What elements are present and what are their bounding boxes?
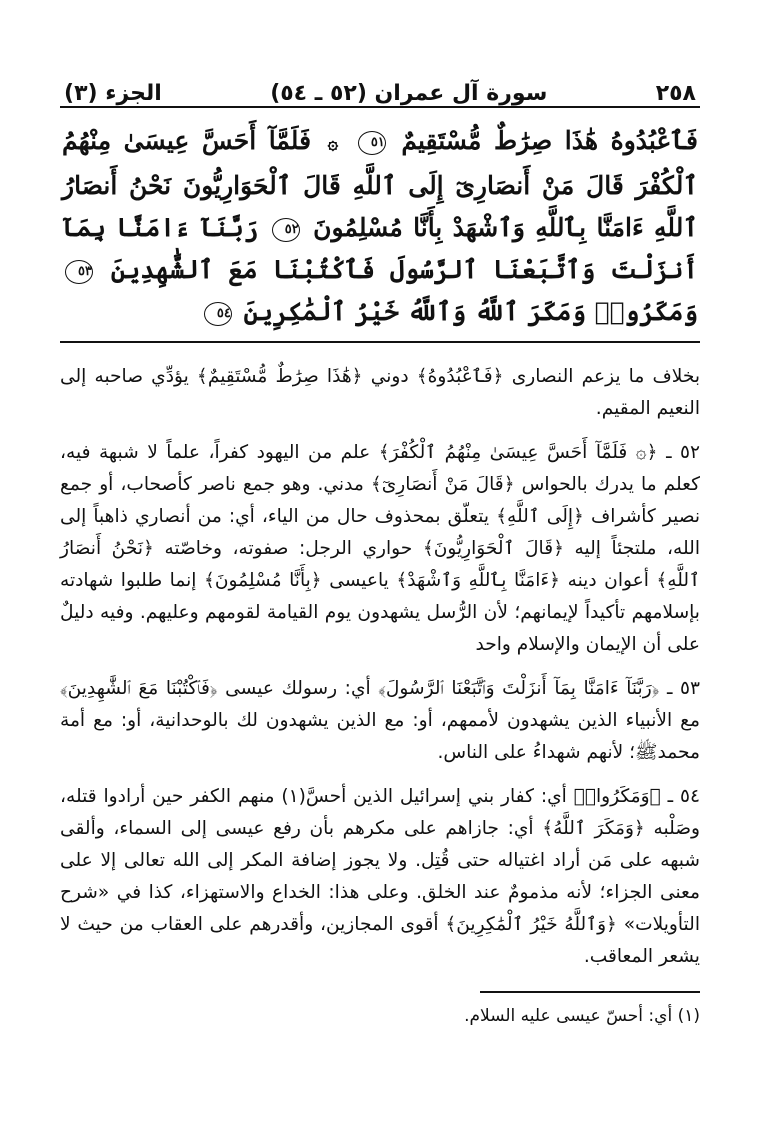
commentary-paragraph: ٥٤ ـ ﴿وَمَكَرُوا۟﴾ أي: كفار بني إسرائيل الذين أحسَّ(١) منهم الكفر حين أرادوا قتله، وصَلْبه ﴿وَمَكَرَ ٱللَّهُ﴾ أي: جازاهم على مكرهم بأن رفع عيسى إلى السماء، وألقى شبهه على مَن أراد اغتياله حتى قُتِل. ولا يجوز إضافة المكر إلى الله تعالى إلا على معنى الجزاء؛ لأنه مذمومٌ عند الخلق. وعلى هذا: الخداع والاستهزاء، كذا في «شرح التأويلات» ﴿وَٱللَّهُ خَيْرُ ٱلْمَٰكِرِينَ﴾ أقوى المجازين، وأقدرهم على العقاب من حيث لا يشعر المعاقب. [60, 786, 700, 967]
ayah-marker: ٥٣ [65, 260, 93, 284]
ayah-marker: ٥٢ [272, 218, 300, 242]
quran-verse-segment: رَبَّنَآ ءَامَنَّا بِمَآ أَنزَلْتَ وَٱتَّبَعْنَا ٱلرَّسُولَ فَٱكْتُبْنَا مَعَ ٱلشَّٰهِدِينَ [62, 213, 698, 284]
quran-verse-segment: فَٱعْبُدُوهُ هَٰذَا صِرَٰطٌ مُّسْتَقِيمٌ [401, 126, 698, 155]
footnote: (١) أي: أحسّ عيسى عليه السلام. [464, 1005, 700, 1026]
quran-text-block [60, 120, 700, 343]
ayah-marker: ٥٤ [204, 302, 232, 326]
commentary-paragraph: بخلاف ما يزعم النصارى ﴿فَٱعْبُدُوهُ﴾ دوني ﴿هَٰذَا صِرَٰطٌ مُّسْتَقِيمٌ﴾ يؤدِّي صاحبه إلى النعيم المقيم. [60, 366, 700, 419]
surah-title: سورة آل عمران (٥٢ ـ ٥٤) [270, 81, 548, 106]
page-number: ٢٥٨ [655, 81, 696, 106]
commentary-block [60, 361, 700, 973]
quran-verse-segment: فَلَمَّآ أَحَسَّ عِيسَىٰ مِنْهُمُ ٱلْكُفْرَ قَالَ مَنْ أَنصَارِىٓ إِلَى ٱللَّهِ قَالَ ٱلْحَوَارِيُّونَ نَحْنُ أَنصَارُ ٱللَّهِ ءَامَنَّا بِٱللَّهِ وَٱشْهَدْ بِأَنَّا مُسْلِمُونَ [62, 126, 698, 242]
juz-label: الجزء (٣) [64, 81, 162, 106]
ayah-marker: ٥١ [358, 131, 386, 155]
commentary-paragraph: ٥٣ ـ ﴿رَبَّنَآ ءَامَنَّا بِمَآ أَنزَلْتَ وَٱتَّبَعْنَا ٱلرَّسُولَ﴾ أي: رسولك عيسى ﴿فَٱكْتُبْنَا مَعَ ٱلشَّٰهِدِينَ﴾ مع الأنبياء الذين يشهدون لأممهم، أو: مع الذين يشهدون لك بالوحدانية، أو: مع أمة محمدﷺ؛ لأنهم شهداءُ على الناس. [60, 678, 700, 763]
quran-verse-segment: وَمَكَرُوا۟ وَمَكَرَ ٱللَّهُ وَٱللَّهُ خَيْرُ ٱلْمَٰكِرِينَ [243, 297, 698, 326]
commentary-paragraph: ٥٢ ـ ﴿۞ فَلَمَّآ أَحَسَّ عِيسَىٰ مِنْهُمُ ٱلْكُفْرَ﴾ علم من اليهود كفراً، علماً لا شبهة فيه، كعلم ما يدرك بالحواس ﴿قَالَ مَنْ أَنصَارِىٓ﴾ مدني. وهو جمع ناصر كأصحاب، أو جمع نصير كأشراف ﴿إِلَى ٱللَّهِ﴾ يتعلّق بمحذوف حال من الياء، أي: من أنصاري ذاهباً إلى الله، ملتجئاً إليه ﴿قَالَ ٱلْحَوَارِيُّونَ﴾ حواري الرجل: صفوته، وخاصّته ﴿نَحْنُ أَنصَارُ ٱللَّهِ﴾ أعوان دينه ﴿ءَامَنَّا بِٱللَّهِ وَٱشْهَدْ﴾ ياعيسى ﴿بِأَنَّا مُسْلِمُونَ﴾ إنما طلبوا شهادته بإسلامهم تأكيداً لإيمانهم؛ لأن الرُّسل يشهدون يوم القيامة لقومهم وعليهم. وفيه دليلٌ على أن الإيمان والإسلام واحد [60, 442, 700, 655]
hizb-star-icon: ۞ [327, 133, 339, 154]
footnote-divider [480, 991, 700, 993]
book-page [60, 70, 700, 1029]
page-header [60, 70, 700, 108]
